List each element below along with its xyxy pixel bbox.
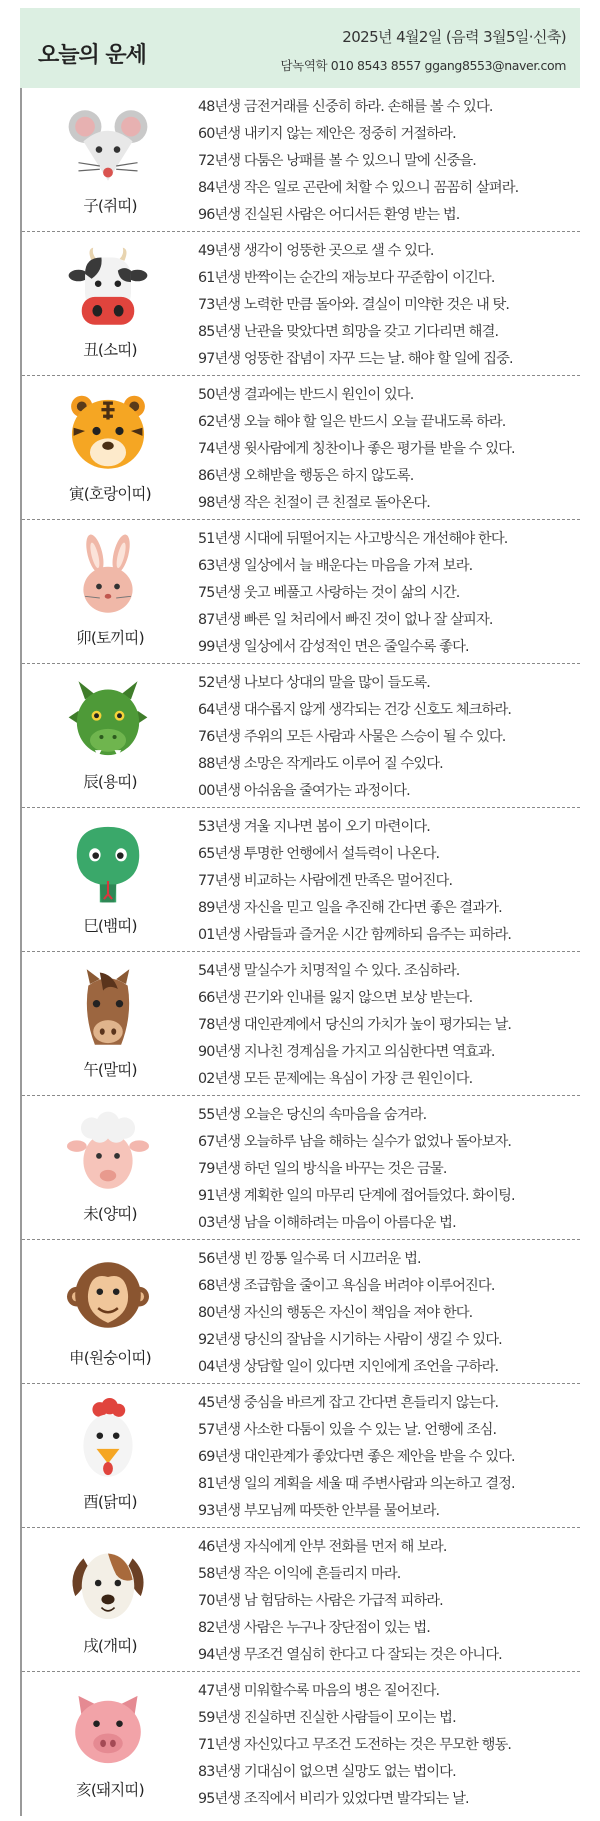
fortune-line: 53년생 겨울 지나면 봄이 오기 마련이다.	[198, 819, 430, 835]
fortune-lines	[198, 670, 582, 805]
zodiac-section-rat	[22, 88, 580, 232]
header	[20, 8, 580, 88]
fortune-line: 51년생 시대에 뒤떨어지는 사고방식은 개선해야 한다.	[198, 531, 508, 547]
fortune-line: 97년생 엉뚱한 잡념이 자꾸 드는 날. 해야 할 일에 집중.	[198, 351, 513, 367]
fortune-line: 59년생 진실하면 진실한 사람들이 모이는 법.	[198, 1710, 456, 1726]
fortune-line: 62년생 오늘 해야 할 일은 반드시 오늘 끝내도록 하라.	[198, 414, 506, 430]
fortune-line: 72년생 다툼은 낭패를 볼 수 있으니 말에 신중을.	[198, 153, 476, 169]
fortune-line: 64년생 대수롭지 않게 생각되는 건강 신호도 체크하라.	[198, 702, 512, 718]
fortune-list	[20, 88, 580, 1816]
fortune-line: 99년생 일상에서 감성적인 면은 줄일수록 좋다.	[198, 639, 469, 655]
fortune-lines	[198, 526, 582, 661]
pig-icon	[66, 1686, 150, 1768]
fortune-line: 73년생 노력한 만큼 돌아와. 결실이 미약한 것은 내 탓.	[198, 297, 510, 313]
sheep-icon	[66, 1110, 150, 1192]
animal-name: 辰(용띠)	[83, 773, 137, 791]
fortune-line: 60년생 내키지 않는 제안은 정중히 거절하라.	[198, 126, 456, 142]
fortune-line: 71년생 자신있다고 무조건 도전하는 것은 무모한 행동.	[198, 1737, 512, 1753]
fortune-line: 88년생 소망은 작게라도 이루어 질 수있다.	[198, 756, 443, 772]
fortune-line: 94년생 무조건 열심히 한다고 다 잘되는 것은 아니다.	[198, 1647, 502, 1663]
fortune-line: 45년생 중심을 바르게 잡고 간다면 흔들리지 않는다.	[198, 1395, 499, 1411]
fortune-line: 61년생 반짝이는 순간의 재능보다 꾸준함이 이긴다.	[198, 270, 495, 286]
contact-line: 담녹역학 010 8543 8557 ggang8553@naver.com	[280, 58, 566, 73]
fortune-line: 69년생 대인관계가 좋았다면 좋은 제안을 받을 수 있다.	[198, 1449, 515, 1465]
fortune-lines	[198, 94, 582, 229]
fortune-line: 95년생 조직에서 비리가 있었다면 발각되는 날.	[198, 1791, 469, 1807]
animal-name: 未(양띠)	[83, 1205, 137, 1223]
fortune-line: 46년생 자식에게 안부 전화를 먼저 해 보라.	[198, 1539, 447, 1555]
fortune-line: 84년생 작은 일로 곤란에 처할 수 있으니 꼼꼼히 살펴라.	[198, 180, 519, 196]
fortune-line: 66년생 끈기와 인내를 잃지 않으면 보상 받는다.	[198, 990, 473, 1006]
fortune-lines	[198, 382, 582, 517]
fortune-line: 77년생 비교하는 사람에겐 만족은 멀어진다.	[198, 873, 453, 889]
fortune-line: 57년생 사소한 다툼이 있을 수 있는 날. 언행에 조심.	[198, 1422, 497, 1438]
fortune-line: 65년생 투명한 언행에서 설득력이 나온다.	[198, 846, 440, 862]
zodiac-section-rooster	[22, 1384, 580, 1528]
fortune-line: 76년생 주위의 모든 사람과 사물은 스승이 될 수 있다.	[198, 729, 506, 745]
animal-name: 丑(소띠)	[83, 341, 137, 359]
fortune-line: 00년생 아쉬움을 줄여가는 과정이다.	[198, 783, 410, 799]
fortune-lines	[198, 1390, 582, 1525]
fortune-line: 89년생 자신을 믿고 일을 추진해 간다면 좋은 결과가.	[198, 900, 502, 916]
animal-name: 巳(뱀띠)	[83, 917, 137, 935]
fortune-line: 67년생 오늘하루 남을 해하는 실수가 없었나 돌아보자.	[198, 1134, 512, 1150]
fortune-line: 70년생 남 험담하는 사람은 가급적 피하라.	[198, 1593, 443, 1609]
fortune-lines	[198, 1102, 582, 1237]
fortune-line: 79년생 하던 일의 방식을 바꾸는 것은 금물.	[198, 1161, 447, 1177]
fortune-lines	[198, 1246, 582, 1381]
fortune-line: 58년생 작은 이익에 흔들리지 마라.	[198, 1566, 401, 1582]
rabbit-icon	[66, 534, 150, 616]
fortune-line: 52년생 나보다 상대의 말을 많이 들도록.	[198, 675, 430, 691]
animal-name: 亥(돼지띠)	[76, 1781, 144, 1799]
fortune-line: 86년생 오해받을 행동은 하지 않도록.	[198, 468, 414, 484]
zodiac-section-tiger	[22, 376, 580, 520]
fortune-line: 93년생 부모님께 따뜻한 안부를 물어보라.	[198, 1503, 440, 1519]
fortune-lines	[198, 814, 582, 949]
animal-name: 申(원숭이띠)	[69, 1349, 151, 1367]
date-line: 2025년 4월2일 (음력 3월5일·신축)	[342, 28, 566, 46]
fortune-line: 01년생 사람들과 즐거운 시간 함께하되 음주는 피하라.	[198, 927, 512, 943]
fortune-line: 83년생 기대심이 없으면 실망도 없는 법이다.	[198, 1764, 456, 1780]
fortune-line: 02년생 모든 문제에는 욕심이 가장 큰 원인이다.	[198, 1071, 473, 1087]
fortune-line: 63년생 일상에서 늘 배운다는 마음을 가져 보라.	[198, 558, 473, 574]
dragon-icon	[66, 678, 150, 760]
fortune-line: 68년생 조급함을 줄이고 욕심을 버려야 이루어진다.	[198, 1278, 495, 1294]
animal-name: 酉(닭띠)	[83, 1493, 137, 1511]
zodiac-section-monkey	[22, 1240, 580, 1384]
rooster-icon	[66, 1398, 150, 1480]
animal-name: 卯(토끼띠)	[76, 629, 144, 647]
fortune-line: 55년생 오늘은 당신의 속마음을 숨겨라.	[198, 1107, 427, 1123]
fortune-line: 80년생 자신의 행동은 자신이 책임을 져야 한다.	[198, 1305, 473, 1321]
zodiac-section-sheep	[22, 1096, 580, 1240]
fortune-line: 03년생 남을 이해하려는 마음이 아름다운 법.	[198, 1215, 456, 1231]
fortune-line: 49년생 생각이 엉뚱한 곳으로 샐 수 있다.	[198, 243, 434, 259]
page-title: 오늘의 운세	[38, 43, 146, 68]
cow-icon	[66, 246, 150, 328]
fortune-line: 48년생 금전거래를 신중히 하라. 손해를 볼 수 있다.	[198, 99, 493, 115]
fortune-line: 85년생 난관을 맞았다면 희망을 갖고 기다리면 해결.	[198, 324, 499, 340]
zodiac-section-snake	[22, 808, 580, 952]
zodiac-section-rabbit	[22, 520, 580, 664]
fortune-lines	[198, 238, 582, 373]
fortune-line: 78년생 대인관계에서 당신의 가치가 높이 평가되는 날.	[198, 1017, 512, 1033]
monkey-icon	[66, 1254, 150, 1336]
fortune-line: 90년생 지나친 경계심을 가지고 의심한다면 역효과.	[198, 1044, 495, 1060]
fortune-line: 50년생 결과에는 반드시 원인이 있다.	[198, 387, 414, 403]
tiger-icon	[66, 390, 150, 472]
fortune-lines	[198, 1678, 582, 1813]
zodiac-section-pig	[22, 1672, 580, 1816]
zodiac-section-dog	[22, 1528, 580, 1672]
animal-name: 子(쥐띠)	[83, 197, 137, 215]
fortune-line: 87년생 빠른 일 처리에서 빠진 것이 없나 잘 살피자.	[198, 612, 493, 628]
rat-icon	[66, 102, 150, 184]
animal-name: 寅(호랑이띠)	[69, 485, 151, 503]
fortune-line: 75년생 웃고 베풀고 사랑하는 것이 삶의 시간.	[198, 585, 460, 601]
fortune-line: 56년생 빈 깡통 일수록 더 시끄러운 법.	[198, 1251, 421, 1267]
animal-name: 戌(개띠)	[83, 1637, 137, 1655]
dog-icon	[66, 1542, 150, 1624]
fortune-line: 98년생 작은 친절이 큰 친절로 돌아온다.	[198, 495, 430, 511]
fortune-line: 54년생 말실수가 치명적일 수 있다. 조심하라.	[198, 963, 460, 979]
fortune-line: 74년생 윗사람에게 칭찬이나 좋은 평가를 받을 수 있다.	[198, 441, 515, 457]
fortune-line: 82년생 사람은 누구나 장단점이 있는 법.	[198, 1620, 430, 1636]
animal-name: 午(말띠)	[83, 1061, 137, 1079]
zodiac-section-dragon	[22, 664, 580, 808]
horse-icon	[66, 966, 150, 1048]
fortune-lines	[198, 958, 582, 1093]
fortune-line: 96년생 진실된 사람은 어디서든 환영 받는 법.	[198, 207, 460, 223]
fortune-line: 91년생 계획한 일의 마무리 단계에 접어들었다. 화이팅.	[198, 1188, 515, 1204]
fortune-line: 92년생 당신의 잘남을 시기하는 사람이 생길 수 있다.	[198, 1332, 502, 1348]
zodiac-section-cow	[22, 232, 580, 376]
zodiac-section-horse	[22, 952, 580, 1096]
fortune-lines	[198, 1534, 582, 1669]
fortune-line: 81년생 일의 계획을 세울 때 주변사람과 의논하고 결정.	[198, 1476, 515, 1492]
fortune-line: 47년생 미워할수록 마음의 병은 짙어진다.	[198, 1683, 440, 1699]
snake-icon	[66, 822, 150, 904]
fortune-line: 04년생 상담할 일이 있다면 지인에게 조언을 구하라.	[198, 1359, 499, 1375]
